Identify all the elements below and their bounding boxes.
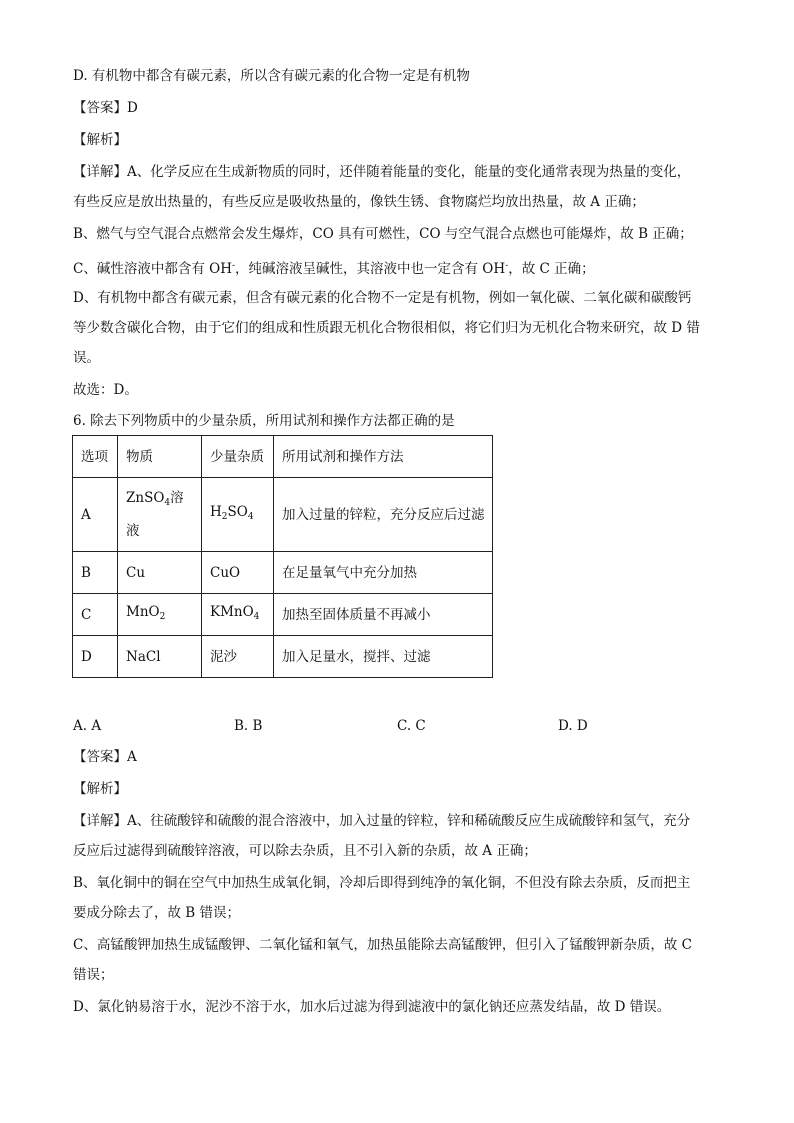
substance-cell: ZnSO$_4$溶 液 [118,478,202,552]
analysis-label: 【解析】 [73,781,127,797]
option-cell: D [73,636,118,678]
detail-paragraph: 【详解】A、往硫酸锌和硫酸的混合溶液中，加入过量的锌粒，锌和稀硫酸反应生成硫酸锌和氢气，充分 [73,813,691,829]
choice-option-d: D. D [558,718,588,734]
question-table [72,435,493,678]
detail-paragraph: C、碱性溶液中都含有 OH-，纯碱溶液呈碱性，其溶液中也一定含有 OH-，故 C 正确； [73,261,595,277]
choice-option-b: B. B [234,718,263,734]
impurity-cell: CuO [202,552,274,594]
table-header: 选项 [73,436,118,478]
option-cell: B [73,552,118,594]
detail-paragraph: D、氯化钠易溶于水，泥沙不溶于水，加水后过滤为得到滤液中的氯化钠还应蒸发结晶，故 D 错误。 [73,999,671,1015]
table-header: 少量杂质 [202,436,274,478]
detail-paragraph: 等少数含碳化合物，由于它们的组成和性质跟无机化合物很相似，将它们归为无机化合物来研究，故 D 错 [73,320,700,336]
detail-paragraph: 要成分除去了，故 B 错误； [73,905,241,921]
method-cell: 加热至固体质量不再减小 [274,594,493,636]
detail-paragraph: B、氧化铜中的铜在空气中加热生成氧化铜，冷却后即得到纯净的氧化铜，不但没有除去杂质，反而把主 [73,875,691,891]
detail-paragraph: 错误； [73,967,114,983]
table-row [73,594,493,636]
option-cell: A [73,478,118,552]
detail-paragraph: 【详解】A、化学反应在生成新物质的同时，还伴随着能量的变化，能量的变化通常表现为热量的变化， [73,164,691,180]
substance-cell: MnO$_2$ [118,594,202,636]
substance-cell: NaCl [118,636,202,678]
choice-result: 故选：D。 [73,382,138,398]
table-header: 物质 [118,436,202,478]
impurity-cell: KMnO$_4$ [202,594,274,636]
question-6-stem: 6. 除去下列物质中的少量杂质，所用试剂和操作方法都正确的是 [73,413,455,429]
option-cell: C [73,594,118,636]
table-row [73,636,493,678]
method-cell: 在足量氧气中充分加热 [274,552,493,594]
table-row [73,478,493,552]
detail-paragraph: B、燃气与空气混合点燃常会发生爆炸，CO 具有可燃性，CO 与空气混合点燃也可能爆炸，故 B 正确； [73,226,693,242]
top-d-statement: D. 有机物中都含有碳元素，所以含有碳元素的化合物一定是有机物 [73,68,470,84]
answer-label: 【答案】A [73,749,137,765]
method-cell: 加入过量的锌粒，充分反应后过滤 [274,478,493,552]
impurity-cell: $H_2SO_4$ [202,478,274,552]
table-header: 所用试剂和操作方法 [274,436,493,478]
detail-paragraph: C、高锰酸钾加热生成锰酸钾、二氧化锰和氧气，加热虽能除去高锰酸钾，但引入了锰酸钾新杂质，故 C [73,937,692,953]
table-row [73,552,493,594]
detail-paragraph: 误。 [73,350,100,366]
substance-cell: Cu [118,552,202,594]
answer-label: 【答案】D [73,100,138,116]
impurity-cell: 泥沙 [202,636,274,678]
analysis-label: 【解析】 [73,132,127,148]
detail-paragraph: 反应后过滤得到硫酸锌溶液，可以除去杂质，且不引入新的杂质，故 A 正确； [73,843,537,859]
choice-option-a: A. A [73,718,102,734]
detail-paragraph: D、有机物中都含有碳元素，但含有碳元素的化合物不一定是有机物，例如一氧化碳、二氧化碳和碳酸钙 [73,290,692,306]
method-cell: 加入足量水，搅拌、过滤 [274,636,493,678]
choice-option-c: C. C [397,718,426,734]
detail-paragraph: 有些反应是放出热量的，有些反应是吸收热量的，像铁生锈、食物腐烂均放出热量，故 A 正确； [73,194,645,210]
